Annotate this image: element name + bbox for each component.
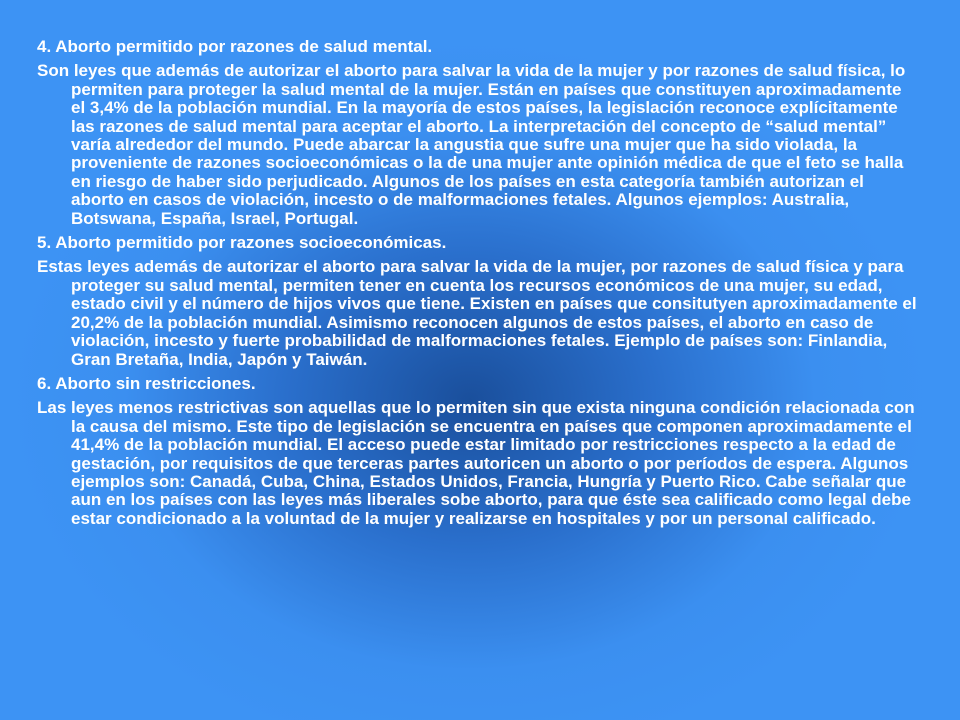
- section-5-body: Estas leyes además de autorizar el aborto para salvar la vida de la mujer, por razones de salud física y para proteger su salud mental, permiten tener en cuenta los recursos económicos de una mujer, su edad, estado civil y el número de hijos vivos que tiene. Existen en países que consitutyen aproximadamente el 20,2% de la población mundial. Asimismo reconocen algunos de estos países, el aborto en caso de violación, incesto y fuerte probabilidad de malformaciones fetales. Ejemplo de países son: Finlandia, Gran Bretaña, India, Japón y Taiwán.: [37, 257, 917, 369]
- section-4-title: 4. Aborto permitido por razones de salud mental.: [37, 37, 433, 56]
- section-6-body: Las leyes menos restrictivas son aquellas que lo permiten sin que exista ninguna condición relacionada con la causa del mismo. Este tipo de legislación se encuentra en países que componen aproximadamente el 41,4% de la población mundial. El acceso puede estar limitado por restricciones respecto a la edad de gestación, por requisitos de que terceras partes autoricen un aborto o por períodos de espera. Algunos ejemplos son: Canadá, Cuba, China, Estados Unidos, Francia, Hungría y Puerto Rico. Cabe señalar que aun en los países con las leyes más liberales sobe aborto, para que éste sea calificado como legal debe estar condicionado a la voluntad de la mujer y realizarse en hospitales y por un personal calificado.: [37, 398, 915, 528]
- section-4-body: Son leyes que además de autorizar el aborto para salvar la vida de la mujer y por razones de salud física, lo permiten para proteger la salud mental de la mujer. Están en países que constituyen aproximadamente el 3,4% de la población mundial. En la mayoría de estos países, la legislación reconoce explícitamente las razones de salud mental para aceptar el aborto. La interpretación del concepto de “salud mental” varía alrededor del mundo. Puede abarcar la angustia que sufre una mujer que ha sido violada, la proveniente de razones socioeconómicas o la de una mujer ante opinión médica de que el feto se halla en riesgo de haber sido perjudicado. Algunos de los países en esta categoría también autorizan el aborto en casos de violación, incesto o de malformaciones fetales. Algunos ejemplos: Australia, Botswana, España, Israel, Portugal.: [37, 61, 906, 228]
- slide-text-content: [37, 38, 917, 534]
- section-5-title: 5. Aborto permitido por razones socioeconómicas.: [37, 233, 447, 253]
- section-6-title: 6. Aborto sin restricciones.: [37, 373, 256, 393]
